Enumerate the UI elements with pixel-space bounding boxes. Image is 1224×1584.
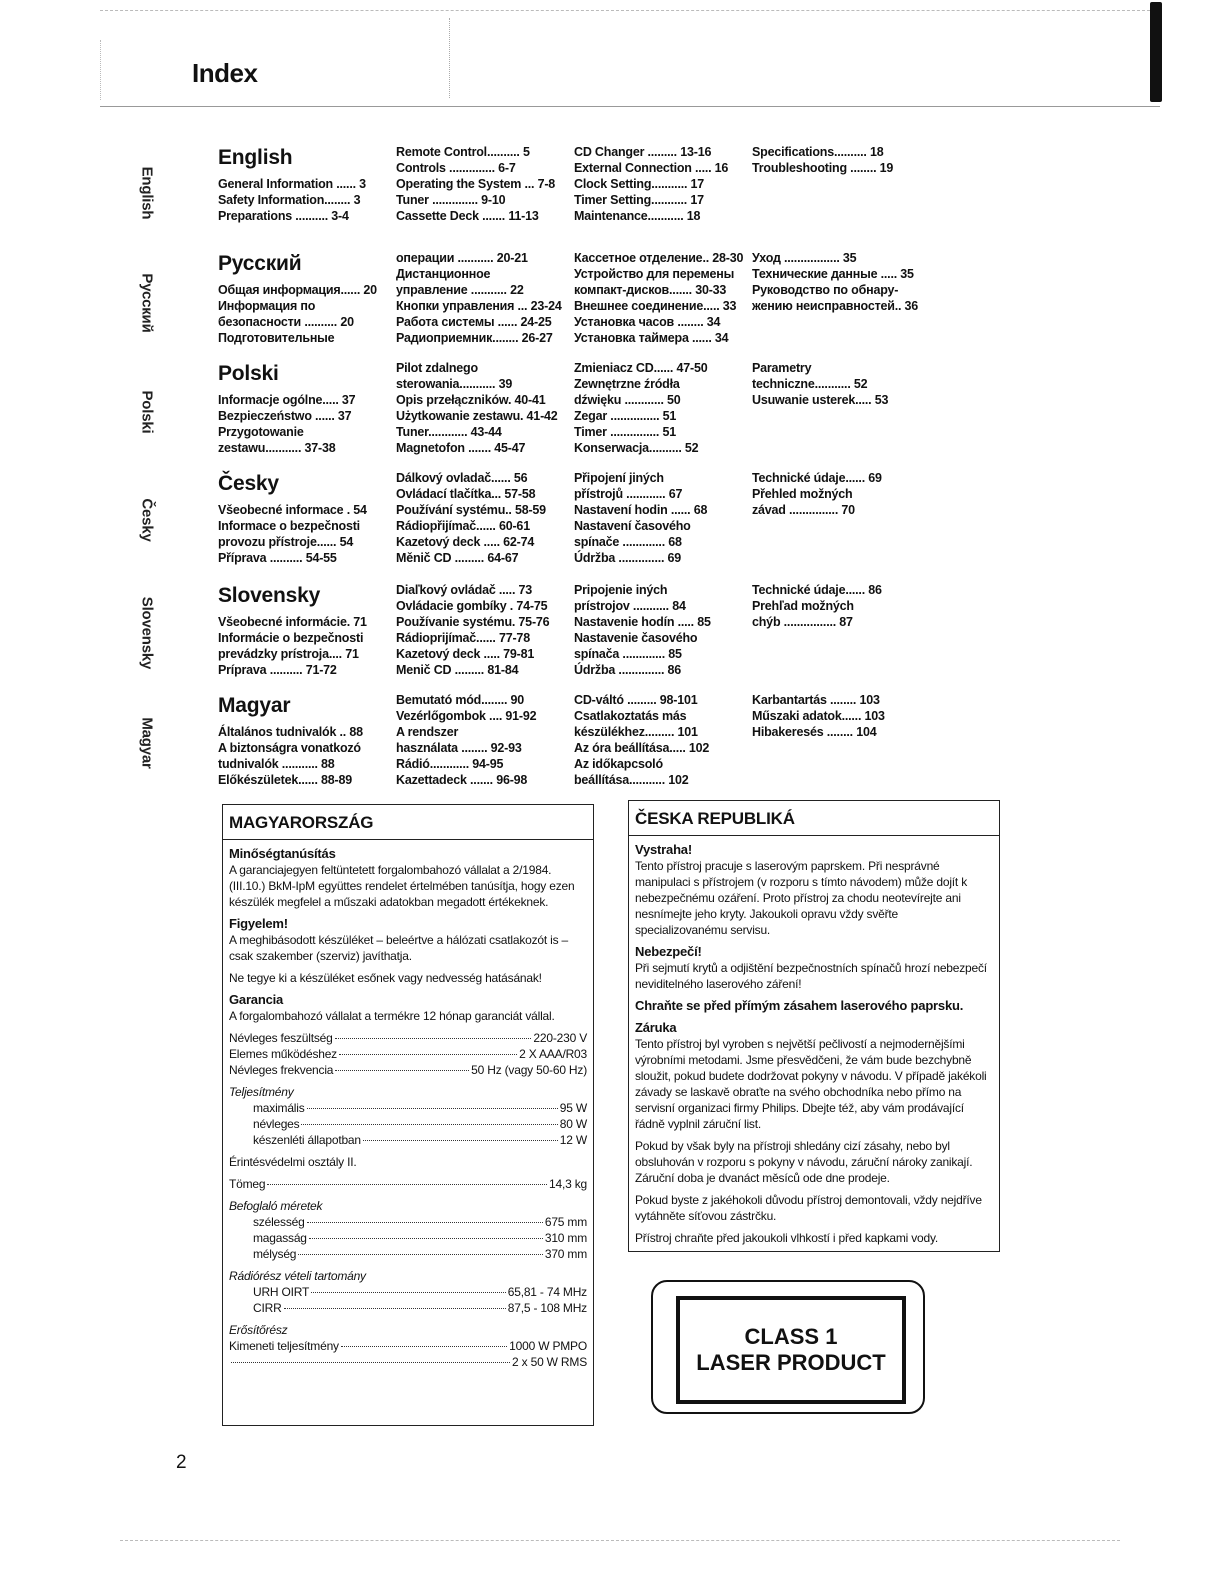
index-entry: Hibakeresés ........ 104: [752, 725, 877, 739]
magyar-box-title: MAGYARORSZÁG: [223, 805, 593, 840]
index-entry: Az óra beállítása..... 102: [574, 741, 710, 755]
section-3: [218, 472, 367, 566]
index-entry: Magnetofon ....... 45-47: [396, 441, 526, 455]
section-2: [218, 362, 355, 456]
radio-heading: Rádiórész vételi tartomány: [229, 1269, 366, 1283]
index-entry: Cassette Deck ....... 11-13: [396, 209, 539, 223]
index-entry: Príprava .......... 71-72: [218, 663, 337, 677]
bottom-scan-line: [120, 1540, 1120, 1541]
index-entry: Specifications.......... 18: [752, 145, 884, 159]
index-entry: Műszaki adatok...... 103: [752, 709, 885, 723]
section-1: [218, 252, 377, 346]
index-entry: Operating the System ... 7-8: [396, 177, 556, 191]
index-entry: spínača ............. 85: [574, 647, 682, 661]
index-entry: Ovládací tlačítka... 57-58: [396, 487, 536, 501]
spec-row: Névleges frekvencia 50 Hz (vagy 50-60 Hz): [229, 1063, 587, 1077]
czech-warranty-void: Pokud by však byly na přístroji shledány cizí zásahy, nebo byl obsluhován v rozporu s pokyny v návodu, záruční nároky zanikají. Záruční doba je dvanáct měsíců ode dne prodeje.: [635, 1139, 973, 1185]
spec-row: szélesség 675 mm: [253, 1215, 587, 1229]
index-entry: Установка часов ........ 34: [574, 315, 721, 329]
index-entry: Dálkový ovladač...... 56: [396, 471, 528, 485]
spec-row: Elemes működéshez 2 X AAA/R03: [229, 1047, 587, 1061]
index-entry: Používanie systému. 75-76: [396, 615, 550, 629]
czech-box-title: ČESKA REPUBLIKÁ: [629, 801, 999, 836]
spec-row: mélység 370 mm: [253, 1247, 587, 1261]
index-entry: Bezpieczeństwo ...... 37: [218, 409, 352, 423]
side-tab-english: English: [138, 166, 156, 220]
specs-amp: [229, 1338, 587, 1370]
index-entry: Připojení jiných: [574, 471, 664, 485]
index-entry: Zmieniacz CD...... 47-50: [574, 361, 708, 375]
index-entry: управление ........... 22: [396, 283, 524, 297]
page-number: 2: [176, 1452, 187, 1473]
index-entry: Parametry: [752, 361, 812, 375]
czech-warning-text: Tento přístroj pracuje s laserovým paprskem. Při nesprávné manipulaci s přístrojem (v rozporu s tímto návodem) může dojít k nebezpečnému ozáření. Proto přístroj za chodu neotevírejte ani nesnímejte jeho kryty. Jakoukoli opravu vždy svěřte specializovanému servisu.: [635, 859, 967, 937]
index-entry: Bemutató mód........ 90: [396, 693, 525, 707]
section-5-col3: [574, 692, 709, 788]
section-2-col3: [574, 360, 707, 456]
left-scan-line: [100, 40, 101, 100]
spec-row: CIRR 87,5 - 108 MHz: [253, 1301, 587, 1315]
index-entry: Подготовительные: [218, 331, 335, 345]
index-entry: přístrojů ............ 67: [574, 487, 683, 501]
index-entry: Руководство по обнару-: [752, 283, 899, 297]
section-4: [218, 584, 367, 678]
index-entry: Pripojenie iných: [574, 583, 668, 597]
index-entry: Általános tudnivalók .. 88: [218, 725, 363, 739]
index-entry: Csatlakoztatás más: [574, 709, 687, 723]
spec-row: 2 x 50 W RMS: [229, 1354, 587, 1370]
index-entry: sterowania........... 39: [396, 377, 513, 391]
index-entry: Użytkowanie zestawu. 41-42: [396, 409, 558, 423]
index-entry: жению неисправностей.. 36: [752, 299, 919, 313]
section-1-col4: [752, 250, 918, 314]
index-entry: Informacje ogólne..... 37: [218, 393, 356, 407]
index-entry: CD-váltó ......... 98-101: [574, 693, 698, 707]
czech-warranty-text: Tento přístroj byl vyroben s největší pečlivostí a nejmodernějšími výrobními metodami. Jsme přesvědčeni, že vám bude bezchybně sloužit, pokud budete dodržovat pokyny v návodu. V případě jakékoli závady se laskavě obraťte na svého obchodníka nebo přímo na servisní organizaci firmy Philips. Dbejte též, aby vám prodávající řádně vyplnil záruční list.: [635, 1037, 987, 1131]
section-4-col4: [752, 582, 882, 630]
section-0-col3: [574, 144, 728, 224]
index-entry: Timer ............... 51: [574, 425, 676, 439]
power-heading: Teljesítmény: [229, 1085, 294, 1099]
section-5-col4: [752, 692, 885, 740]
edge-mark: [1150, 2, 1162, 102]
index-entry: závad ............... 70: [752, 503, 855, 517]
index-entry: Údržba .............. 86: [574, 663, 682, 677]
index-entry: компакт-дисков....... 30-33: [574, 283, 727, 297]
index-entry: Všeobecné informácie. 71: [218, 615, 367, 629]
index-entry: Rádió............ 94-95: [396, 757, 504, 771]
section-1-col3: [574, 250, 743, 346]
index-entry: A biztonságra vonatkozó: [218, 741, 361, 755]
index-entry: Az időkapcsoló: [574, 757, 663, 771]
section-0-col2: [396, 144, 555, 224]
index-entry: zestawu........... 37-38: [218, 441, 336, 455]
index-entry: Előkészületek...... 88-89: [218, 773, 352, 787]
guarantee-heading: Garancia: [229, 992, 284, 1007]
index-entry: Safety Information........ 3: [218, 193, 361, 207]
index-entry: beállítása........... 102: [574, 773, 689, 787]
index-entry: Tuner .............. 9-10: [396, 193, 506, 207]
moisture-warning: Ne tegye ki a készüléket esőnek vagy nedvesség hatásának!: [229, 971, 542, 985]
section-title: Polski: [218, 362, 279, 385]
section-4-col2: [396, 582, 549, 678]
laser-class: CLASS 1: [744, 1324, 838, 1349]
index-entry: Používání systému.. 58-59: [396, 503, 546, 517]
czech-danger-text: Při sejmutí krytů a odjištění bezpečnostních spínačů hrozí nebezpečí neviditelného laserového záření!: [635, 961, 987, 991]
section-5-col2: [396, 692, 536, 788]
side-tab-czech: Česky: [138, 498, 156, 542]
index-entry: Pilot zdalnego: [396, 361, 478, 375]
index-entry: Technické údaje...... 86: [752, 583, 882, 597]
header-rule: [100, 106, 1160, 107]
section-5: [218, 694, 363, 788]
index-entry: Tuner............ 43-44: [396, 425, 502, 439]
index-entry: Дистанционное: [396, 267, 491, 281]
side-tab-russian: Русский: [138, 273, 156, 333]
index-entry: Ovládacie gombíky . 74-75: [396, 599, 548, 613]
section-3-col4: [752, 470, 882, 518]
section-0: [218, 146, 366, 224]
index-entry: Внешнее соединение..... 33: [574, 299, 737, 313]
index-entry: techniczne........... 52: [752, 377, 868, 391]
index-entry: Nastavenie hodín ..... 85: [574, 615, 711, 629]
index-entry: Kazetový deck ..... 79-81: [396, 647, 535, 661]
index-entry: Měnič CD ......... 64-67: [396, 551, 519, 565]
index-entry: Clock Setting........... 17: [574, 177, 705, 191]
spec-row: maximális 95 W: [253, 1101, 587, 1115]
index-entry: безопасности .......... 20: [218, 315, 354, 329]
attention-heading: Figyelem!: [229, 916, 288, 931]
specs-radio: [229, 1284, 587, 1316]
index-entry: Zewnętrzne źródła: [574, 377, 680, 391]
spec-row: URH OIRT 65,81 - 74 MHz: [253, 1285, 587, 1299]
index-entry: Karbantartás ........ 103: [752, 693, 880, 707]
dims-heading: Befoglaló méretek: [229, 1199, 323, 1213]
top-scan-line: [100, 10, 1150, 11]
specs-power: [229, 1100, 587, 1148]
header-divider: [449, 18, 450, 98]
warranty-heading: Minőségtanúsítás: [229, 846, 336, 861]
index-entry: Przygotowanie: [218, 425, 304, 439]
index-entry: Nastavenie časového: [574, 631, 698, 645]
section-4-col3: [574, 582, 711, 678]
laser-product: LASER PRODUCT: [696, 1350, 886, 1375]
index-entry: Kazetový deck ..... 62-74: [396, 535, 535, 549]
index-entry: Menič CD ......... 81-84: [396, 663, 519, 677]
spec-row: névleges 80 W: [253, 1117, 587, 1131]
side-tab-polish: Polski: [138, 390, 156, 434]
index-entry: Rádiopřijímač...... 60-61: [396, 519, 530, 533]
index-entry: Общая информация...... 20: [218, 283, 377, 297]
index-entry: Informace o bezpečnosti: [218, 519, 360, 533]
index-entry: Diaľkový ovládač ..... 73: [396, 583, 532, 597]
section-title: English: [218, 146, 293, 169]
index-entry: Радиоприемник........ 26-27: [396, 331, 553, 345]
section-title: Česky: [218, 472, 279, 495]
protection-class: Érintésvédelmi osztály II.: [229, 1155, 357, 1169]
index-entry: Rádioprijímač...... 77-78: [396, 631, 530, 645]
section-title: Русский: [218, 252, 302, 275]
index-entry: Maintenance........... 18: [574, 209, 701, 223]
index-entry: Konserwacja.......... 52: [574, 441, 699, 455]
amp-heading: Erősítőrész: [229, 1323, 288, 1337]
czech-unplug-note: Pokud byste z jakéhokoli důvodu přístroj demontovali, vždy nejdříve vytáhněte síťovou zástrčku.: [635, 1193, 982, 1223]
magyar-info-box: [222, 804, 594, 1426]
index-entry: Информация по: [218, 299, 316, 313]
section-2-col4: [752, 360, 888, 408]
warranty-text: A garanciajegyen feltüntetett forgalombahozó vállalat a 2/1984. (III.10.) BkM-IpM együttes rendelet értelmében tanúsítja, hogy ezen készülék megfelel a műszaki adatokban megadott értékeknek.: [229, 863, 575, 909]
spec-row: Névleges feszültség 220-230 V: [229, 1031, 587, 1045]
index-entry: Kazettadeck ....... 96-98: [396, 773, 528, 787]
index-entry: Кнопки управления ... 23-24: [396, 299, 562, 313]
section-title: Magyar: [218, 694, 291, 717]
index-entry: Informácie o bezpečnosti: [218, 631, 364, 645]
laser-label: [676, 1296, 906, 1404]
index-entry: Všeobecné informace . 54: [218, 503, 367, 517]
index-entry: General Information ...... 3: [218, 177, 366, 191]
page-title: Index: [192, 58, 258, 88]
czech-danger-heading: Nebezpečí!: [635, 944, 702, 959]
index-entry: Přehled možných: [752, 487, 853, 501]
index-entry: A rendszer: [396, 725, 459, 739]
index-entry: készülékhez......... 101: [574, 725, 698, 739]
index-entry: Vezérlőgombok .... 91-92: [396, 709, 537, 723]
spec-weight: Tömeg 14,3 kg: [229, 1177, 587, 1191]
index-entry: External Connection ..... 16: [574, 161, 729, 175]
index-entry: Remote Control.......... 5: [396, 145, 530, 159]
index-entry: Zegar ............... 51: [574, 409, 677, 423]
index-entry: Timer Setting........... 17: [574, 193, 704, 207]
index-entry: Prehľad možných: [752, 599, 854, 613]
index-entry: Уход ................. 35: [752, 251, 857, 265]
index-entry: prístrojov ........... 84: [574, 599, 686, 613]
czech-warranty-heading: Záruka: [635, 1020, 677, 1035]
index-entry: chýb ................ 87: [752, 615, 853, 629]
index-entry: операции ........... 20-21: [396, 251, 528, 265]
index-entry: tudnivalók ........... 88: [218, 757, 335, 771]
guarantee-text: A forgalombahozó vállalat a termékre 12 hónap garanciát vállal.: [229, 1009, 555, 1023]
attention-text: A meghibásodott készüléket – beleértve a hálózati csatlakozót is – csak szakember (szerviz) javíthatja.: [229, 933, 569, 963]
index-entry: dźwięku ............ 50: [574, 393, 681, 407]
index-entry: használata ........ 92-93: [396, 741, 522, 755]
index-entry: Nastavení časového: [574, 519, 691, 533]
index-entry: Technické údaje...... 69: [752, 471, 882, 485]
index-entry: Opis przełączników. 40-41: [396, 393, 546, 407]
index-entry: CD Changer ......... 13-16: [574, 145, 712, 159]
czech-info-box: [628, 800, 1000, 1252]
side-tab-hungarian: Magyar: [138, 717, 156, 769]
section-1-col2: [396, 250, 562, 346]
index-entry: Устройство для перемены: [574, 267, 735, 281]
index-entry: Кассетное отделение.. 28-30: [574, 251, 744, 265]
index-entry: Údržba .............. 69: [574, 551, 682, 565]
index-entry: Usuwanie usterek..... 53: [752, 393, 889, 407]
czech-moisture-note: Přístroj chraňte před jakoukoli vlhkostí i před kapkami vody.: [635, 1231, 939, 1245]
czech-laser-notice: Chraňte se před přímým zásahem laserového paprsku.: [635, 998, 964, 1013]
index-entry: Příprava .......... 54-55: [218, 551, 337, 565]
index-entry: Troubleshooting ........ 19: [752, 161, 894, 175]
section-2-col2: [396, 360, 558, 456]
side-tab-slovak: Slovensky: [138, 596, 156, 670]
spec-row: készenléti állapotban 12 W: [253, 1133, 587, 1147]
index-entry: spínače ............. 68: [574, 535, 682, 549]
section-0-col4: [752, 144, 893, 176]
index-entry: Controls .............. 6-7: [396, 161, 516, 175]
spec-row: magasság 310 mm: [253, 1231, 587, 1245]
index-entry: Установка таймера ...... 34: [574, 331, 729, 345]
index-entry: Технические данные ..... 35: [752, 267, 914, 281]
section-title: Slovensky: [218, 584, 321, 607]
index-entry: Preparations .......... 3-4: [218, 209, 349, 223]
specs-dims: [229, 1214, 587, 1262]
specs-basic: [229, 1030, 587, 1078]
index-entry: Работа системы ...... 24-25: [396, 315, 552, 329]
section-3-col2: [396, 470, 546, 566]
index-entry: prevádzky prístroja.... 71: [218, 647, 359, 661]
section-3-col3: [574, 470, 707, 566]
index-entry: Nastavení hodin ...... 68: [574, 503, 708, 517]
spec-row: Kimeneti teljesítmény 1000 W PMPO: [229, 1339, 587, 1353]
index-entry: provozu přístroje...... 54: [218, 535, 354, 549]
czech-warning-heading: Vystraha!: [635, 842, 692, 857]
